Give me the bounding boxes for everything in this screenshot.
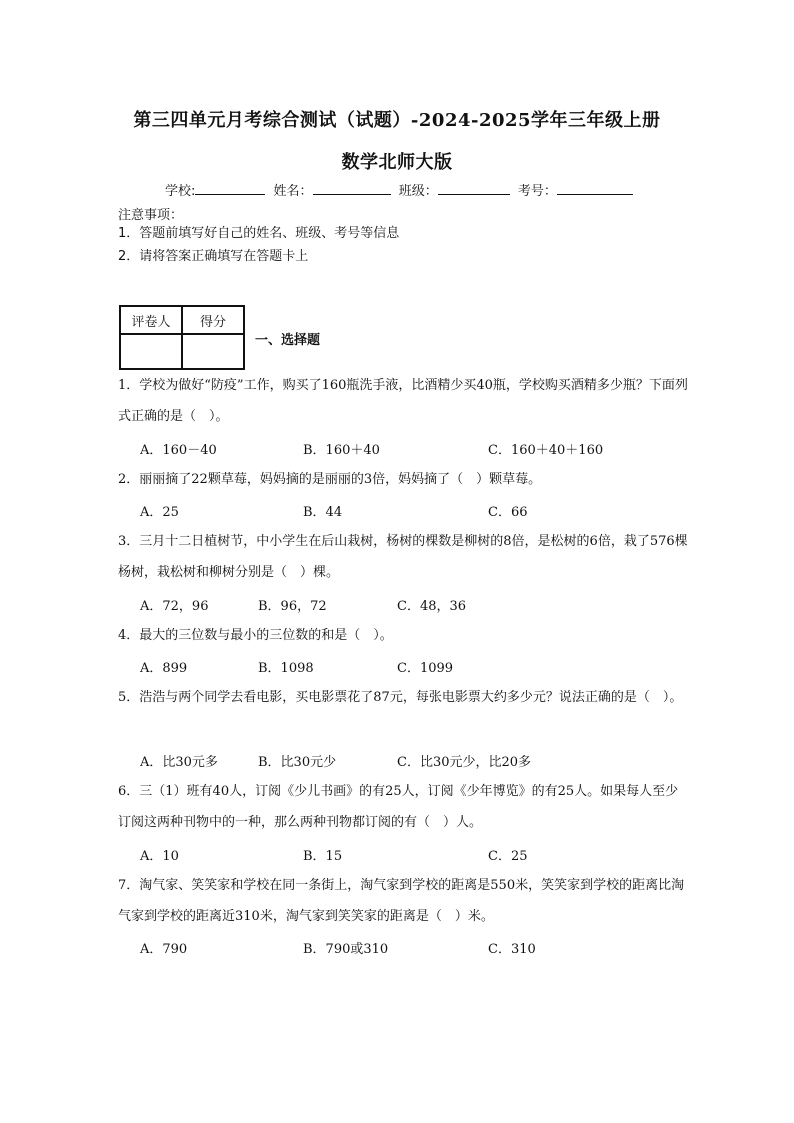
score-cell[interactable]	[182, 334, 244, 369]
option-b[interactable]: B．15	[303, 849, 343, 864]
option-b[interactable]: B．44	[303, 505, 343, 520]
options-4	[140, 657, 680, 677]
option-a[interactable]: A．10	[140, 849, 179, 864]
option-b[interactable]: B．比30元少	[258, 755, 337, 770]
option-a[interactable]: A．790	[140, 942, 188, 957]
student-info-line	[165, 180, 637, 199]
option-a[interactable]: A．899	[140, 661, 188, 676]
note-item: 1．答题前填写好自己的姓名、班级、考号等信息	[118, 226, 400, 241]
reviewer-header: 评卷人	[120, 306, 182, 334]
notes-heading: 注意事项：	[118, 208, 184, 223]
option-b[interactable]: B．1098	[258, 661, 314, 676]
exam-title: 第三四单元月考综合测试（试题）-2024-2025学年三年级上册	[133, 110, 661, 131]
option-c[interactable]: C．1099	[397, 661, 454, 676]
option-a[interactable]: A．72，96	[140, 599, 209, 614]
options-2	[140, 501, 680, 521]
name-field[interactable]	[313, 182, 391, 195]
class-field[interactable]	[438, 182, 510, 195]
note-item: 2．请将答案正确填写在答题卡上	[118, 249, 309, 264]
option-c[interactable]: C．160＋40＋160	[488, 443, 604, 458]
option-a[interactable]: A．160－40	[140, 443, 217, 458]
class-label: 班级：	[398, 184, 438, 199]
exam-subtitle: 数学北师大版	[341, 152, 453, 173]
option-b[interactable]: B．96，72	[258, 599, 327, 614]
name-label: 姓名：	[273, 184, 313, 199]
question-6: 6．三（1）班有40人，订阅《少儿书画》的有25人，订阅《少年博览》的有25人。如果每人至少订阅这两种刊物中的一种，那么两种刊物都订阅的有（ ）人。	[118, 784, 679, 830]
number-field[interactable]	[557, 182, 633, 195]
school-field[interactable]	[195, 182, 265, 195]
reviewer-cell[interactable]	[120, 334, 182, 369]
options-3	[140, 595, 680, 615]
option-c[interactable]: C．25	[488, 849, 528, 864]
option-c[interactable]: C．66	[488, 505, 528, 520]
option-c[interactable]: C．48，36	[397, 599, 467, 614]
option-a[interactable]: A．25	[140, 505, 179, 520]
score-table	[119, 305, 245, 370]
options-5	[140, 751, 680, 771]
question-5: 5．浩浩与两个同学去看电影，买电影票花了87元，每张电影票大约多少元？说法正确的是（ ）。	[118, 690, 683, 705]
question-1: 1．学校为做好“防疫”工作，购买了160瓶洗手液，比酒精少买40瓶，学校购买酒精多少瓶？下面列式正确的是（ ）。	[118, 378, 688, 424]
option-c[interactable]: C．310	[488, 942, 536, 957]
school-label: 学校:	[165, 184, 196, 199]
option-b[interactable]: B．790或310	[303, 942, 389, 957]
option-b[interactable]: B．160＋40	[303, 443, 380, 458]
question-2: 2．丽丽摘了22颗草莓，妈妈摘的是丽丽的3倍，妈妈摘了（ ）颗草莓。	[118, 472, 542, 487]
section-title: 一、选择题	[255, 333, 321, 348]
question-3: 3．三月十二日植树节，中小学生在后山栽树，杨树的棵数是柳树的8倍，是松树的6倍，栽了576棵杨树，栽松树和柳树分别是（ ）棵。	[118, 534, 688, 580]
question-4: 4．最大的三位数与最小的三位数的和是（ ）。	[118, 628, 393, 643]
option-a[interactable]: A．比30元多	[140, 755, 218, 770]
options-6	[140, 845, 680, 865]
option-c[interactable]: C．比30元少，比20多	[397, 755, 532, 770]
score-header: 得分	[182, 306, 244, 334]
options-1	[140, 439, 680, 459]
question-7: 7．淘气家、笑笑家和学校在同一条街上，淘气家到学校的距离是550米，笑笑家到学校的距离比淘气家到学校的距离近310米，淘气家到笑笑家的距离是（ ）米。	[118, 878, 685, 924]
number-label: 考号：	[517, 184, 557, 199]
options-7	[140, 938, 680, 958]
